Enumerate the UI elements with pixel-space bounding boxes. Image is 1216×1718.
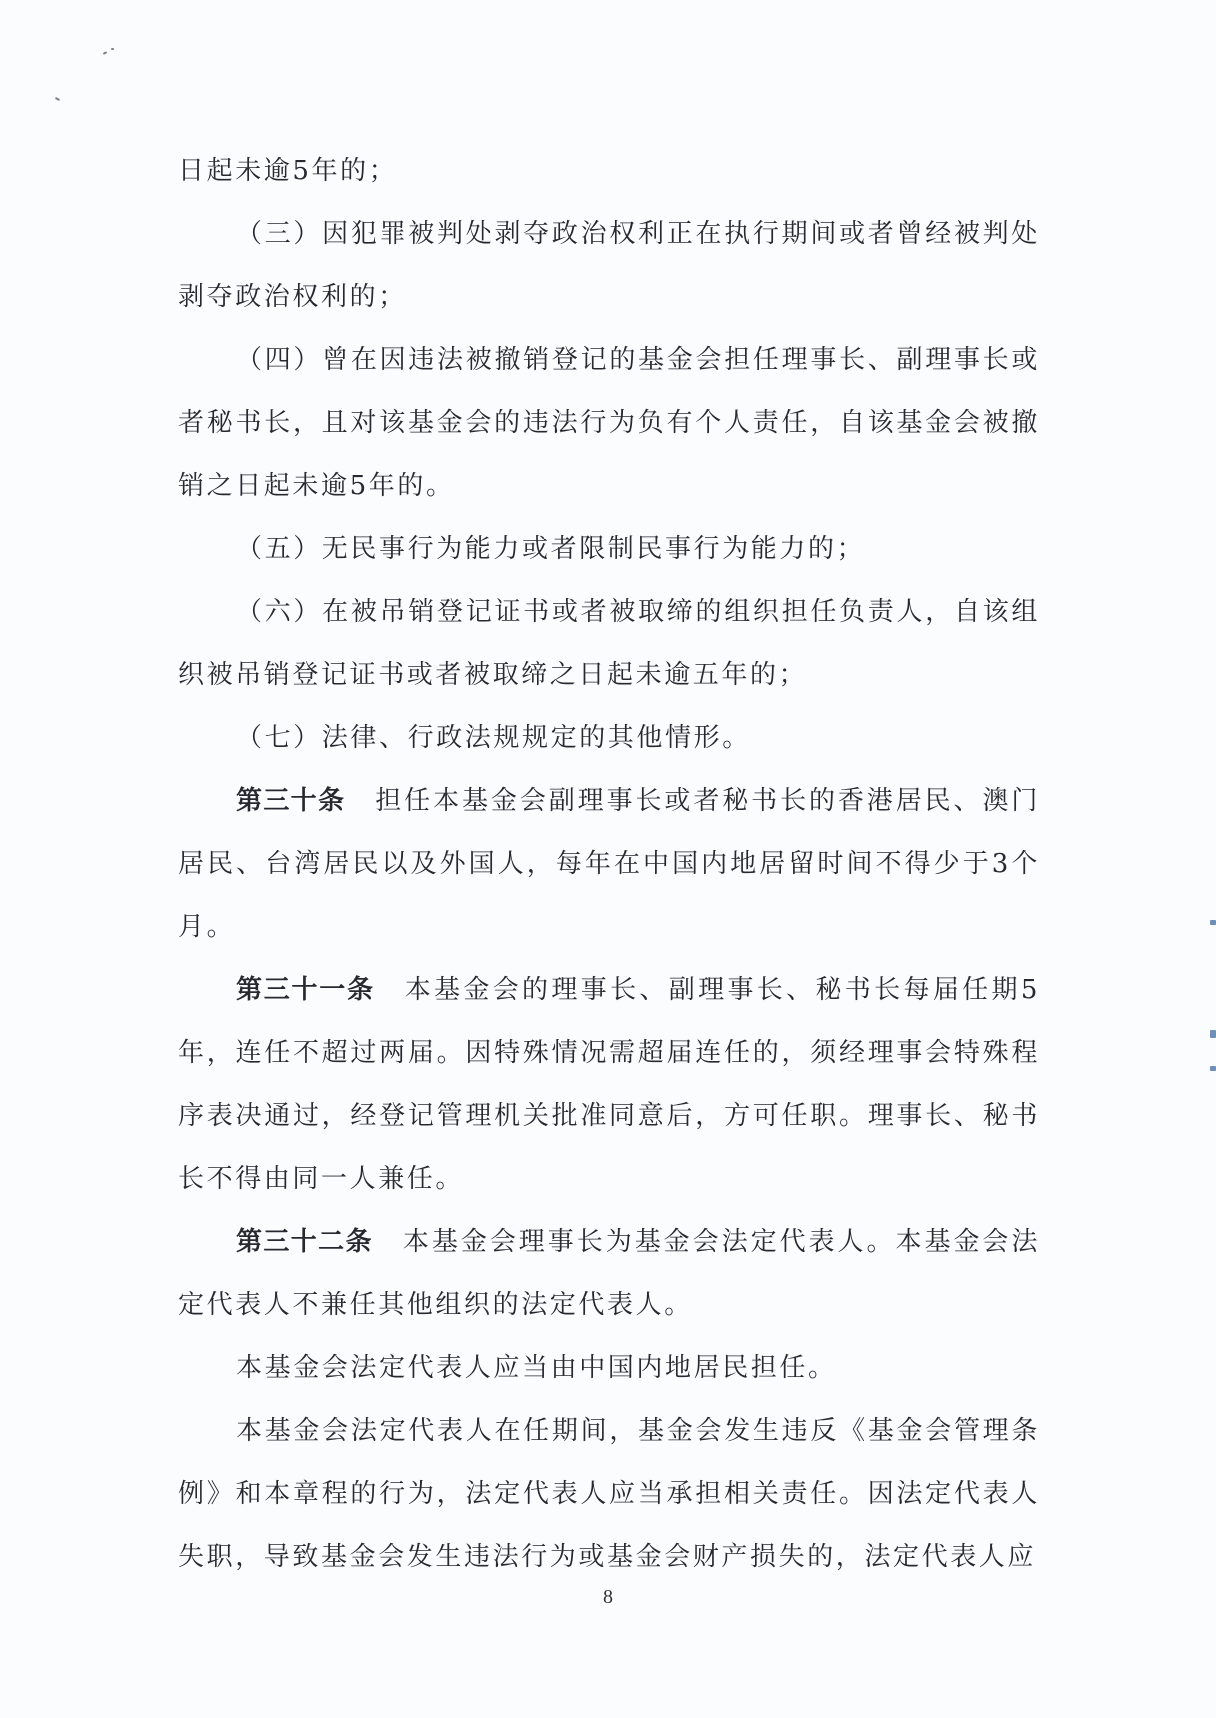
paragraph-text: （三）因犯罪被判处剥夺政治权利正在执行期间或者曾经被判处剥夺政治权利的； xyxy=(178,219,1040,312)
article-text: 本基金会理事长为基金会法定代表人。本基金会法定代表人不兼任其他组织的法定代表人。 xyxy=(178,1227,1040,1320)
scan-edge-mark xyxy=(1210,1066,1216,1071)
article-30 xyxy=(178,770,1040,959)
paragraph-text: 本基金会法定代表人应当由中国内地居民担任。 xyxy=(236,1353,837,1383)
scan-speck xyxy=(111,48,114,50)
paragraph-item-7 xyxy=(178,707,1040,770)
paragraph-continuation xyxy=(178,140,1040,203)
article-text: 担任本基金会副理事长或者秘书长的香港居民、澳门居民、台湾居民以及外国人，每年在中国内地居留时间不得少于3个月。 xyxy=(178,786,1040,942)
scan-speck xyxy=(55,97,60,101)
article-32 xyxy=(178,1211,1040,1337)
paragraph-text: （七）法律、行政法规规定的其他情形。 xyxy=(236,723,751,753)
article-number: 第三十一条 xyxy=(236,975,375,1005)
paragraph-text: （五）无民事行为能力或者限制民事行为能力的； xyxy=(236,534,866,564)
document-body xyxy=(178,140,1040,1589)
paragraph-item-6 xyxy=(178,581,1040,707)
paragraph-text: （四）曾在因违法被撤销登记的基金会担任理事长、副理事长或者秘书长，且对该基金会的违法行为负有个人责任，自该基金会被撤销之日起未逾5年的。 xyxy=(178,345,1040,501)
paragraph-legal-rep-residency xyxy=(178,1337,1040,1400)
paragraph-item-3 xyxy=(178,203,1040,329)
paragraph-legal-rep-liability xyxy=(178,1400,1040,1589)
article-text: 本基金会的理事长、副理事长、秘书长每届任期5年，连任不超过两届。因特殊情况需超届连任的，须经理事会特殊程序表决通过，经登记管理机关批准同意后，方可任职。理事长、秘书长不得由同一人兼任。 xyxy=(178,975,1040,1194)
paragraph-item-5 xyxy=(178,518,1040,581)
scan-edge-mark xyxy=(1210,920,1216,925)
paragraph-text: 本基金会法定代表人在任期间，基金会发生违反《基金会管理条例》和本章程的行为，法定代表人应当承担相关责任。因法定代表人失职，导致基金会发生违法行为或基金会财产损失的，法定代表人应 xyxy=(178,1416,1040,1572)
paragraph-text: （六）在被吊销登记证书或者被取缔的组织担任负责人，自该组织被吊销登记证书或者被取缔之日起未逾五年的； xyxy=(178,597,1040,690)
scan-speck xyxy=(103,51,107,55)
page-number: 8 xyxy=(603,1586,613,1608)
article-31 xyxy=(178,959,1040,1211)
scan-edge-mark xyxy=(1210,1030,1216,1038)
paragraph-text: 日起未逾5年的； xyxy=(178,156,398,186)
article-number: 第三十条 xyxy=(236,786,346,816)
article-number: 第三十二条 xyxy=(236,1227,373,1257)
paragraph-item-4 xyxy=(178,329,1040,518)
